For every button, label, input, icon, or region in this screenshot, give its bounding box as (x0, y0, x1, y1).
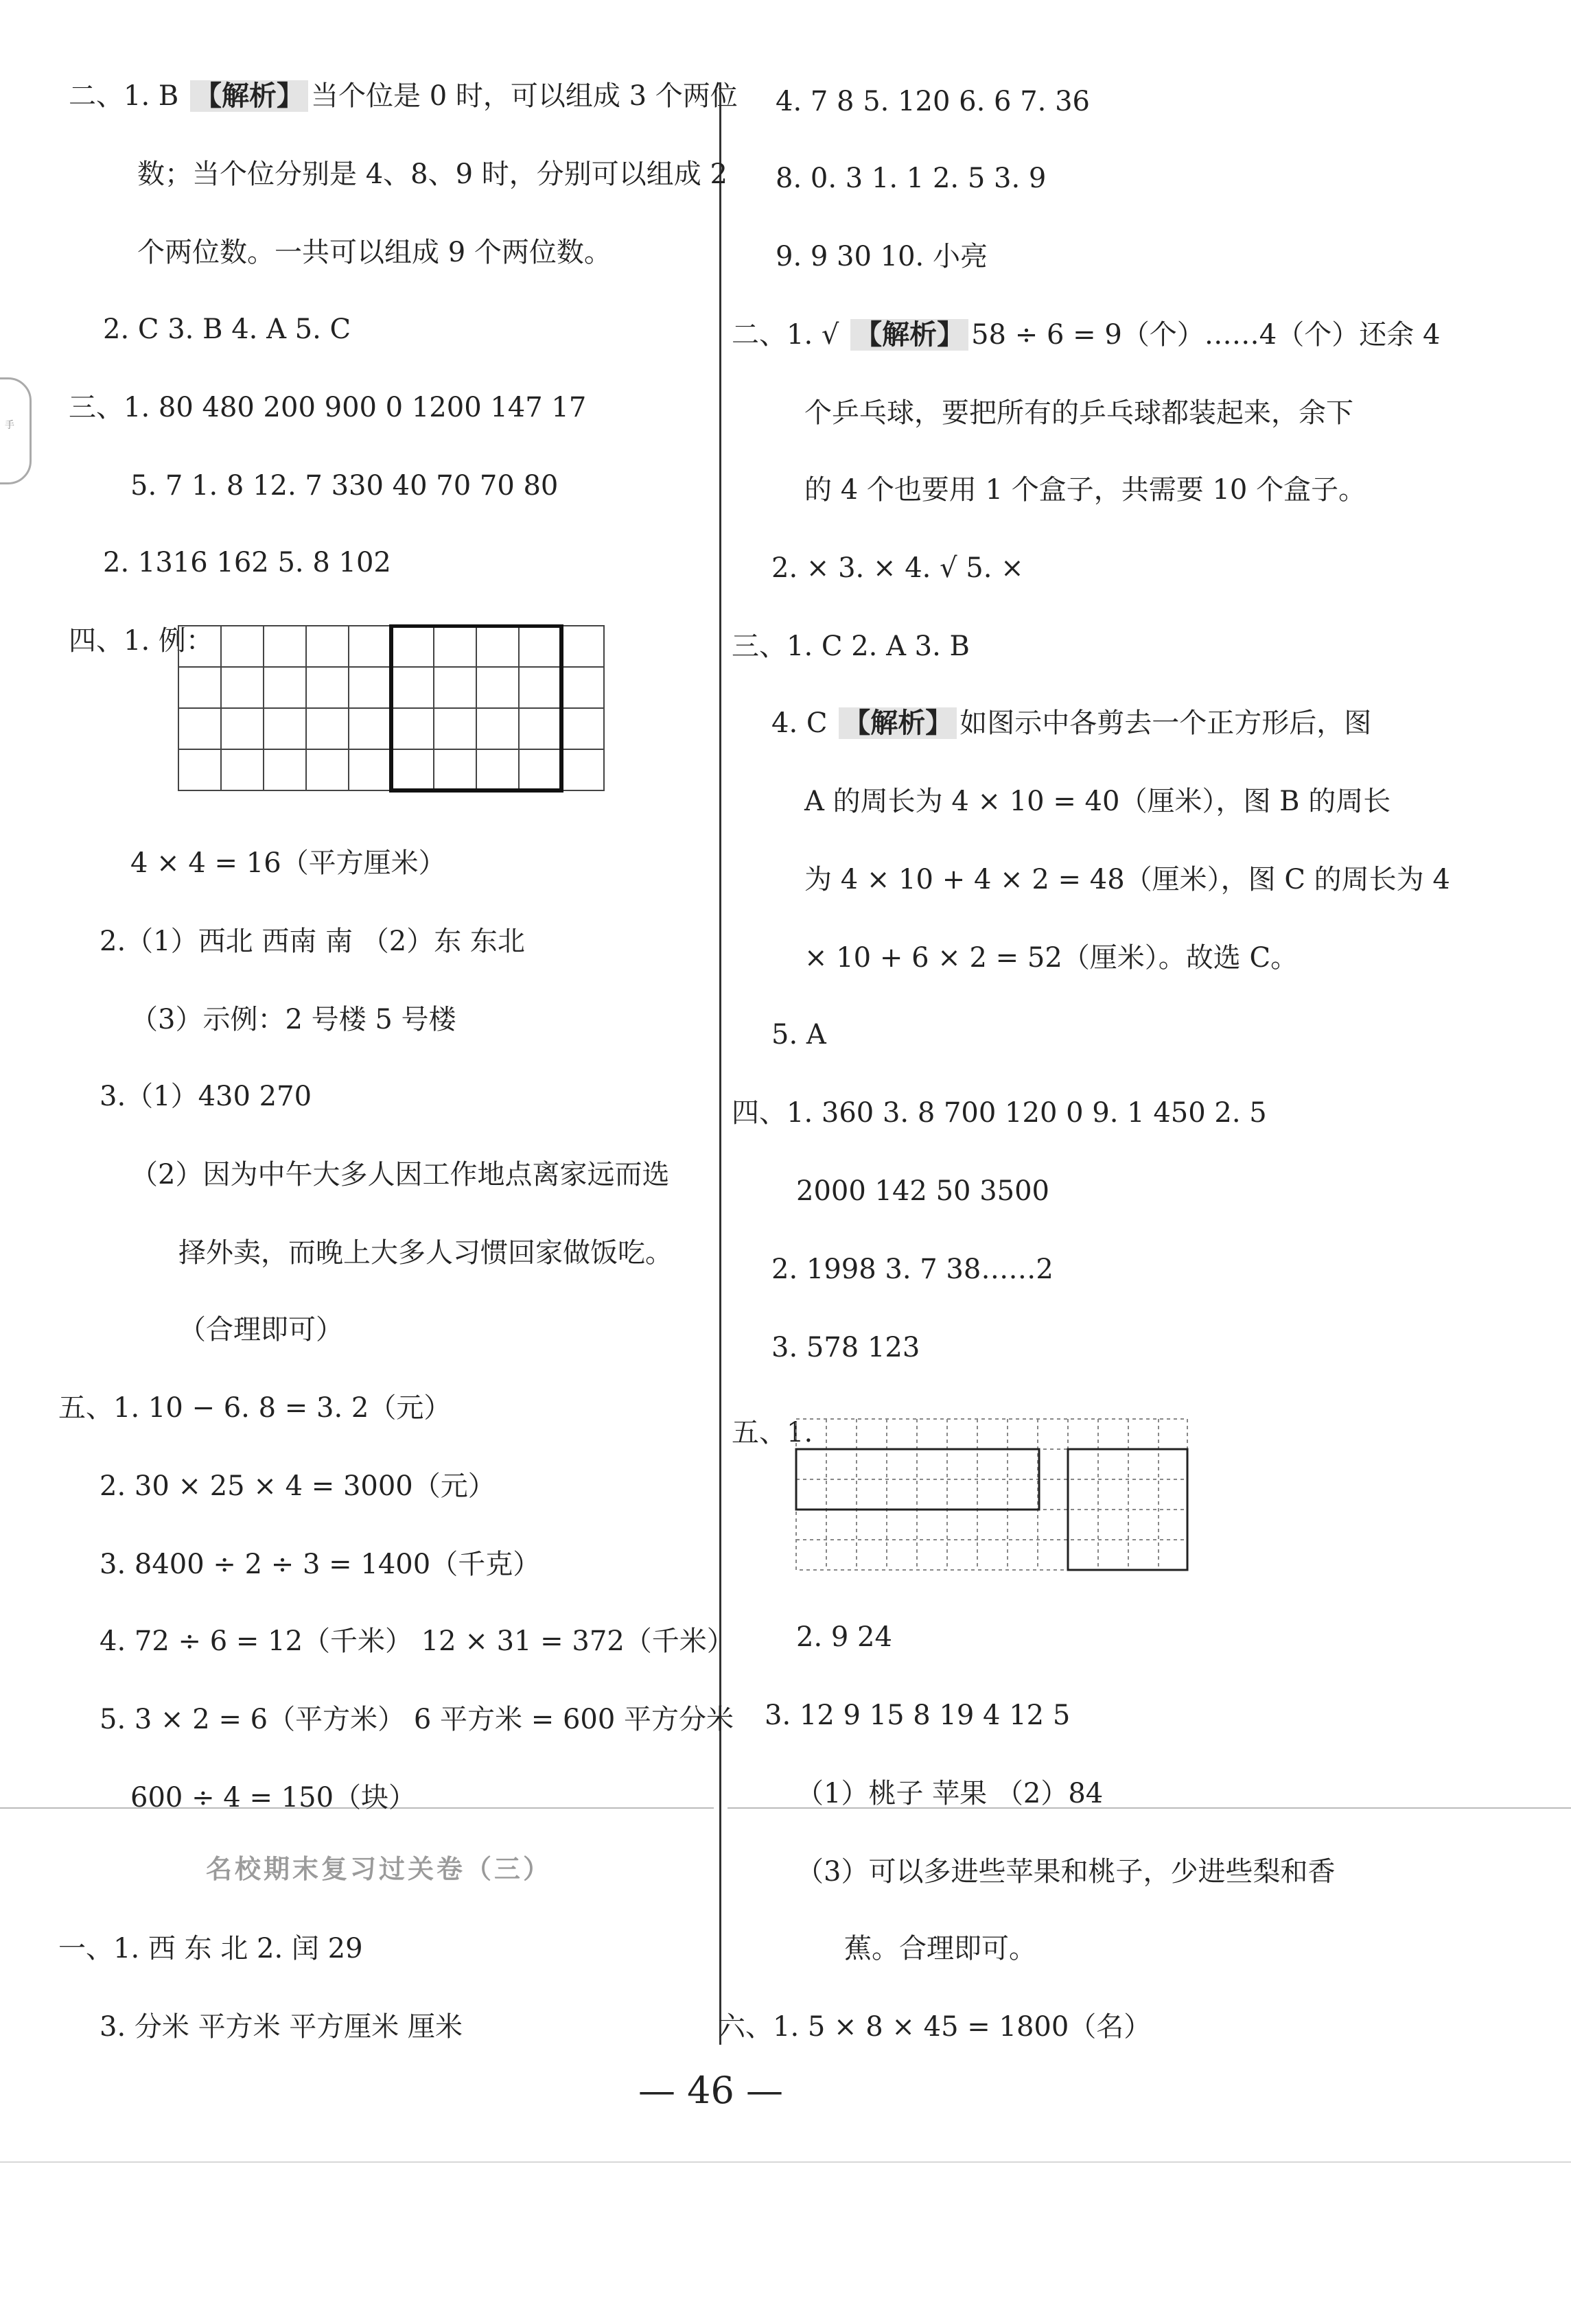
left-line-7: 2. 1316 162 5. 8 102 (103, 547, 391, 578)
right-line-7: 2. × 3. × 4. √ 5. × (771, 552, 1024, 584)
right-line-15: 2000 142 50 3500 (796, 1175, 1049, 1207)
left-line-22: 一、1. 西 东 北 2. 闰 29 (58, 1933, 363, 1964)
right-line-17: 3. 578 123 (771, 1332, 920, 1363)
analysis-tag: 【解析】 (190, 80, 308, 112)
example-grid-figure (177, 624, 609, 796)
right-line-4: 二、1. √ 【解析】 58 ÷ 6 = 9（个）……4（个）还余 4 (732, 319, 1441, 351)
right-line-11: 为 4 × 10 + 4 × 2 = 48（厘米），图 C 的周长为 4 (804, 864, 1450, 895)
left-line-13: （2）因为中午大多人因工作地点离家远而选 (130, 1159, 670, 1190)
right-line-23: 蕉。合理即可。 (844, 1933, 1036, 1964)
section-title: 名校期末复习过关卷（三） (206, 1854, 552, 1884)
left-line-16: 五、1. 10 − 6. 8 = 3. 2（元） (58, 1392, 452, 1424)
analysis-tag: 【解析】 (839, 707, 957, 739)
right-line-14: 四、1. 360 3. 8 700 120 0 9. 1 450 2. 5 (732, 1097, 1267, 1129)
left-line-1: 二、1. B 【解析】 当个位是 0 时，可以组成 3 个两位 (69, 80, 738, 112)
right-line-18: 五、1. (732, 1417, 813, 1448)
right-line-10: A 的周长为 4 × 10 = 40（厘米），图 B 的周长 (804, 786, 1391, 817)
right-line-8: 三、1. C 2. A 3. B (732, 631, 970, 662)
left-line-20: 5. 3 × 2 = 6（平方米） 6 平方米 = 600 平方分米 (100, 1704, 734, 1735)
right-line-24: 六、1. 5 × 8 × 45 = 1800（名） (718, 2011, 1152, 2043)
right-line-16: 2. 1998 3. 7 38……2 (771, 1254, 1054, 1285)
right-line-1: 4. 7 8 5. 120 6. 6 7. 36 (776, 86, 1090, 117)
right-line-5: 个乒乓球，要把所有的乒乓球都装起来，余下 (804, 397, 1353, 429)
page-number: — 46 — (638, 2069, 784, 2112)
footer-rule (0, 2161, 1571, 2163)
page-edge-tab: 手 (0, 377, 32, 484)
left-line-3: 个两位数。一共可以组成 9 个两位数。 (137, 237, 612, 268)
left-line-5: 三、1. 80 480 200 900 0 1200 147 17 (69, 392, 587, 423)
left-line-15: （合理即可） (178, 1314, 343, 1346)
left-line-6: 5. 7 1. 8 12. 7 330 40 70 70 80 (130, 470, 559, 502)
left-line-9: 4 × 4 = 16（平方厘米） (130, 847, 446, 879)
left-line-12: 3.（1）430 270 (100, 1081, 312, 1112)
right-line-13: 5. A (771, 1019, 826, 1051)
left-line-14: 择外卖，而晚上大多人习惯回家做饭吃。 (178, 1237, 673, 1269)
right-line-22: （3）可以多进些苹果和桃子，少进些梨和香 (796, 1856, 1336, 1888)
column-divider (719, 82, 721, 2045)
left-line-10: 2.（1）西北 西南 南 （2）东 东北 (100, 926, 525, 957)
analysis-tag: 【解析】 (850, 319, 968, 351)
left-line-17: 2. 30 × 25 × 4 = 3000（元） (100, 1470, 496, 1502)
right-line-6: 的 4 个也要用 1 个盒子，共需要 10 个盒子。 (804, 474, 1366, 506)
left-line-4: 2. C 3. B 4. A 5. C (103, 314, 351, 345)
left-line-21: 600 ÷ 4 = 150（块） (130, 1782, 417, 1814)
left-line-23: 3. 分米 平方米 平方厘米 厘米 (100, 2011, 463, 2043)
right-line-19: 2. 9 24 (796, 1621, 892, 1653)
left-line-19: 4. 72 ÷ 6 = 12（千米） 12 × 31 = 372（千米） (100, 1625, 734, 1657)
right-line-2: 8. 0. 3 1. 1 2. 5 3. 9 (776, 163, 1047, 194)
left-line-2: 数；当个位分别是 4、8、9 时，分别可以组成 2 (137, 159, 728, 190)
right-line-12: × 10 + 6 × 2 = 52（厘米）。故选 C。 (804, 942, 1299, 974)
left-line-18: 3. 8400 ÷ 2 ÷ 3 = 1400（千克） (100, 1549, 541, 1580)
right-line-3: 9. 9 30 10. 小亮 (776, 241, 988, 272)
right-line-21: （1）桃子 苹果 （2）84 (796, 1778, 1104, 1809)
left-line-8: 四、1. 例： (69, 625, 213, 657)
left-line-11: （3）示例：2 号楼 5 号楼 (130, 1004, 456, 1035)
right-line-9: 4. C 【解析】 如图示中各剪去一个正方形后，图 (771, 707, 1372, 739)
perimeter-grid-figure (795, 1418, 1193, 1575)
right-line-20: 3. 12 9 15 8 19 4 12 5 (765, 1700, 1071, 1731)
